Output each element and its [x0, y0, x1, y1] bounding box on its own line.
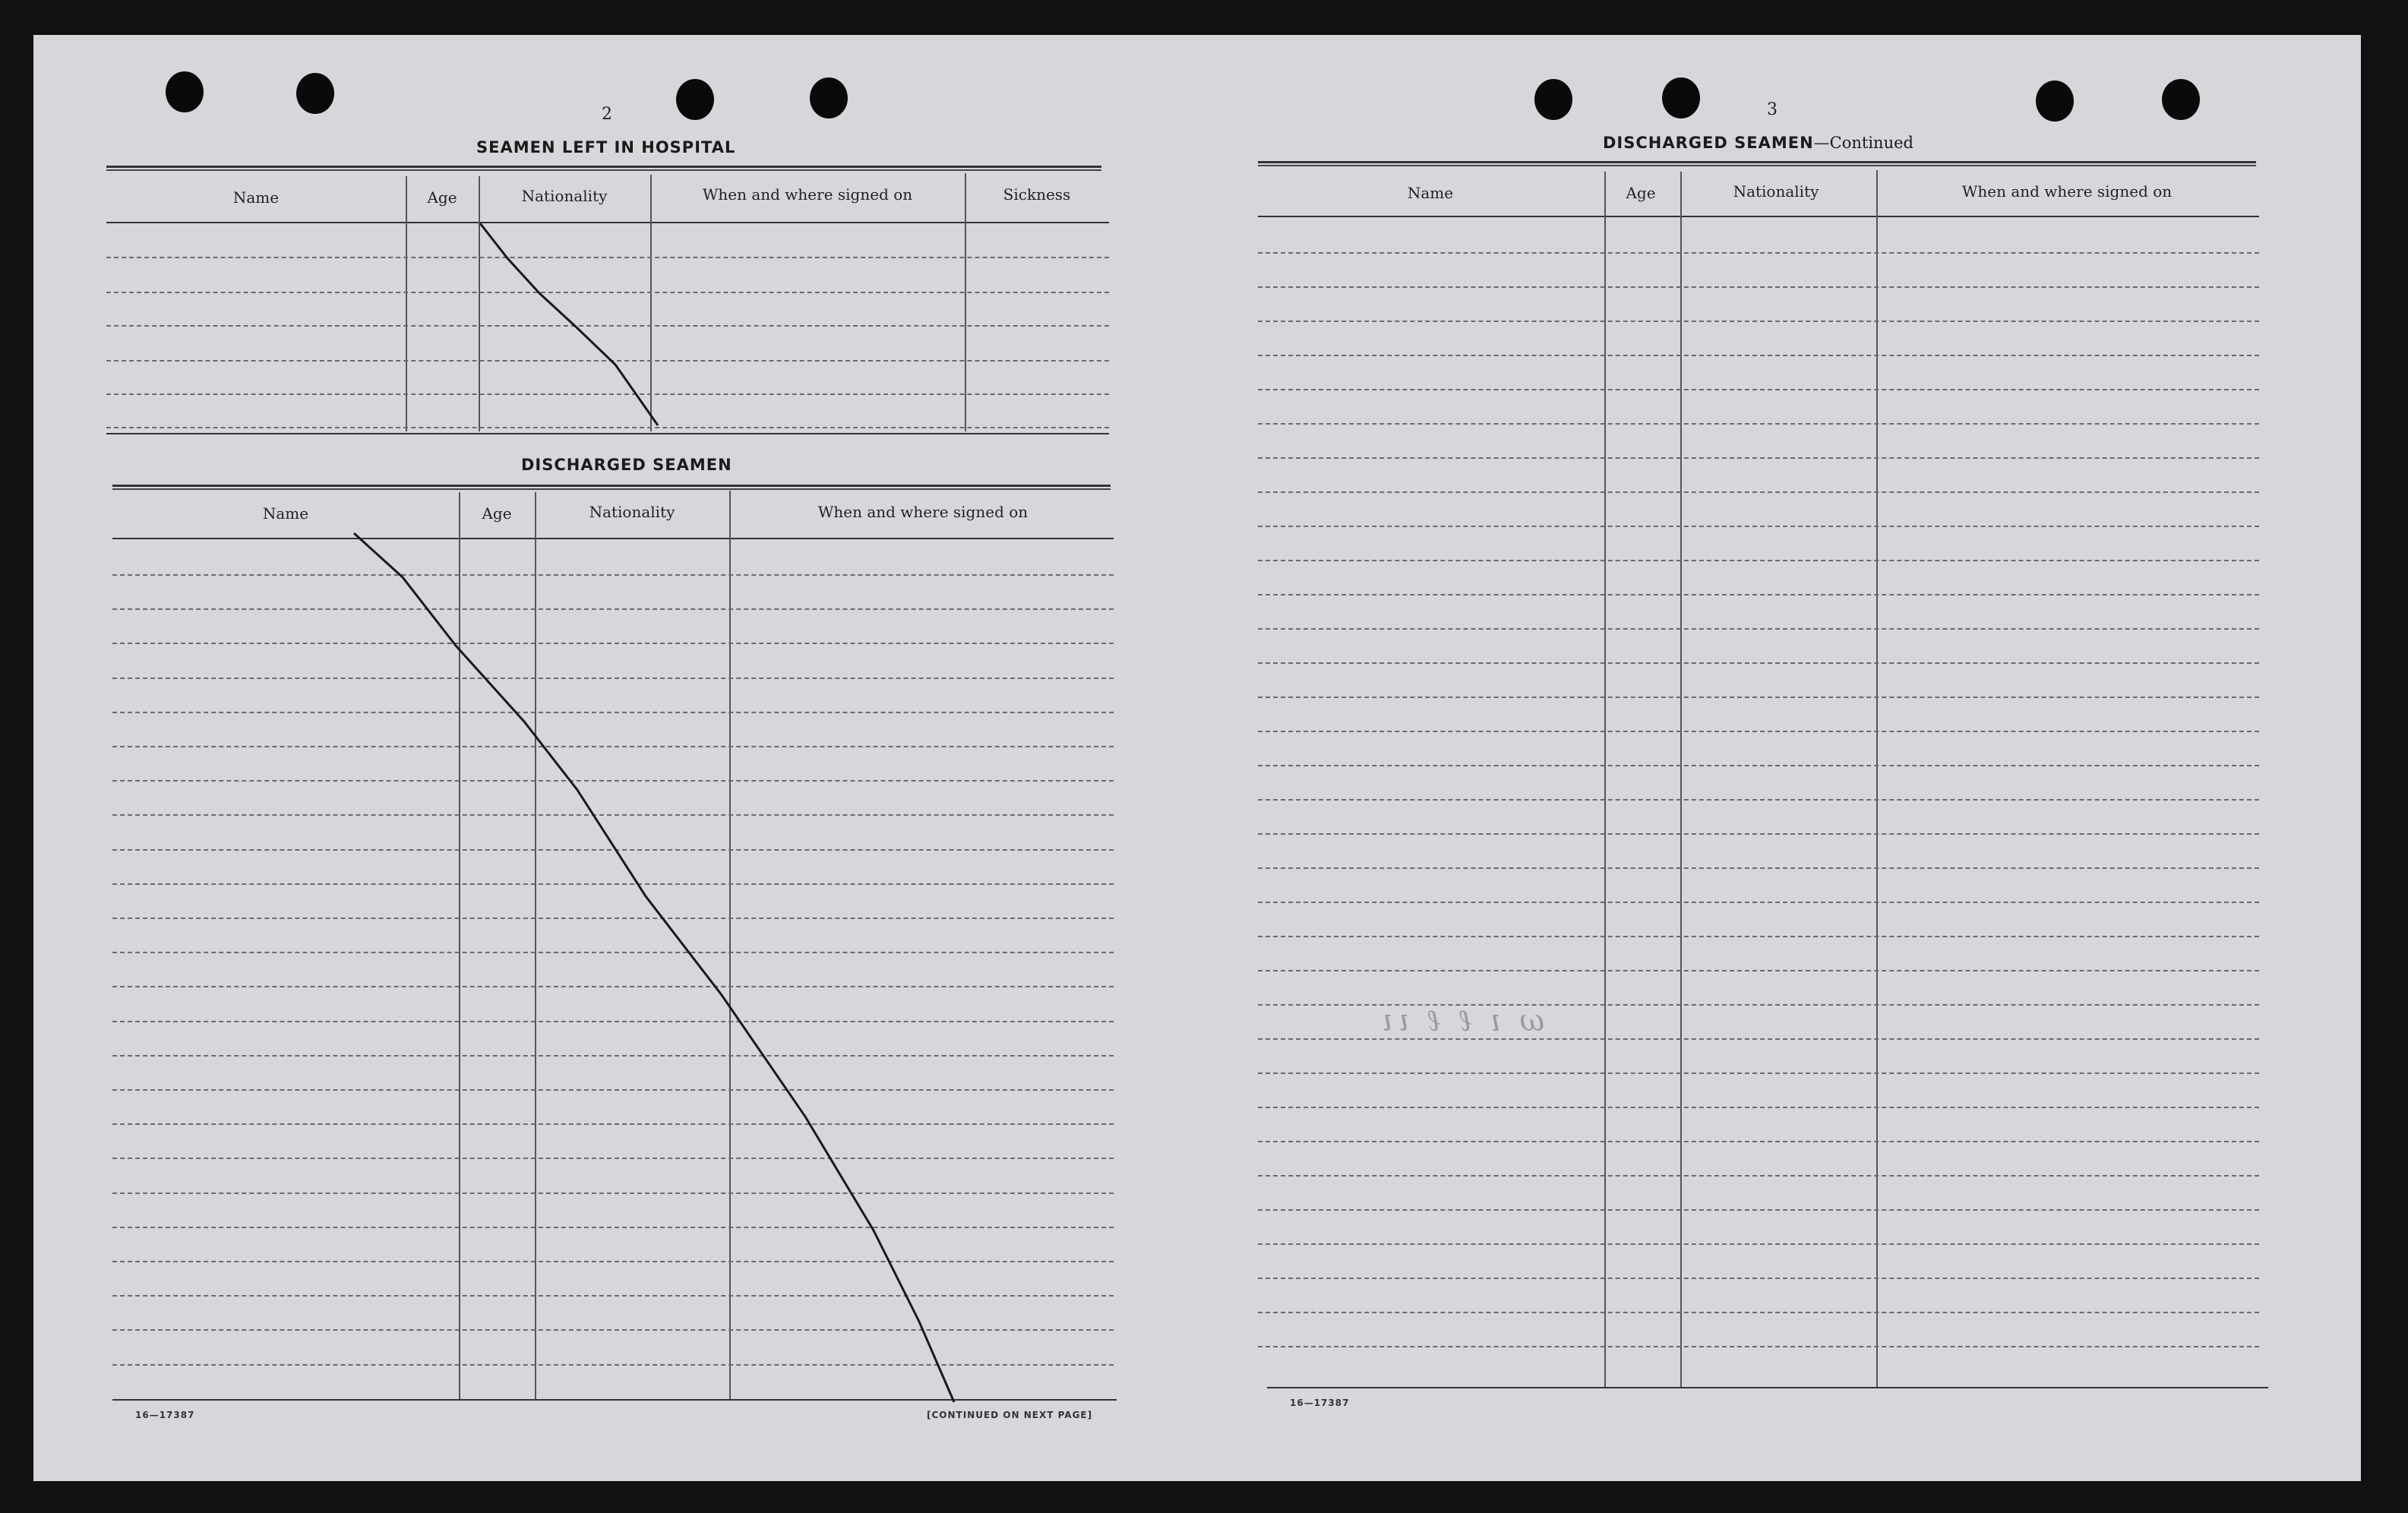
discharged-col-signed-on: When and where signed on: [817, 503, 1029, 521]
section-title-suffix: —Continued: [1813, 134, 1913, 152]
discharged-strike-line: [354, 533, 954, 1402]
hospital-section-title: SEAMEN LEFT IN HOSPITAL: [476, 138, 736, 156]
hospital-col-sickness: Sickness: [1003, 185, 1071, 204]
discharged-section-title: DISCHARGED SEAMEN: [521, 456, 732, 474]
page-number: 3: [1767, 100, 1778, 119]
form-number: 16—17387: [1290, 1398, 1350, 1408]
continued-note: [CONTINUED ON NEXT PAGE]: [927, 1410, 1093, 1420]
form-number: 16—17387: [135, 1410, 195, 1420]
discharged-col-name: Name: [262, 504, 309, 523]
discharged-col-age: Age: [482, 504, 512, 523]
continued-col-nationality: Nationality: [1733, 182, 1819, 201]
discharged-col-nationality: Nationality: [589, 503, 675, 521]
hospital-col-age: Age: [427, 188, 457, 207]
page-number: 2: [602, 105, 612, 124]
continued-col-age: Age: [1626, 184, 1656, 202]
hospital-strike-line: [480, 223, 658, 425]
hospital-col-name: Name: [232, 188, 280, 207]
hospital-col-nationality: Nationality: [521, 187, 608, 205]
bleed-through-marks: ω ı ℓ ℓ ιι: [1376, 1003, 1544, 1038]
hospital-col-signed-on: When and where signed on: [702, 185, 913, 204]
continued-col-signed-on: When and where signed on: [1961, 182, 2173, 201]
section-title-main: DISCHARGED SEAMEN: [1603, 134, 1814, 152]
continued-col-name: Name: [1407, 184, 1454, 202]
